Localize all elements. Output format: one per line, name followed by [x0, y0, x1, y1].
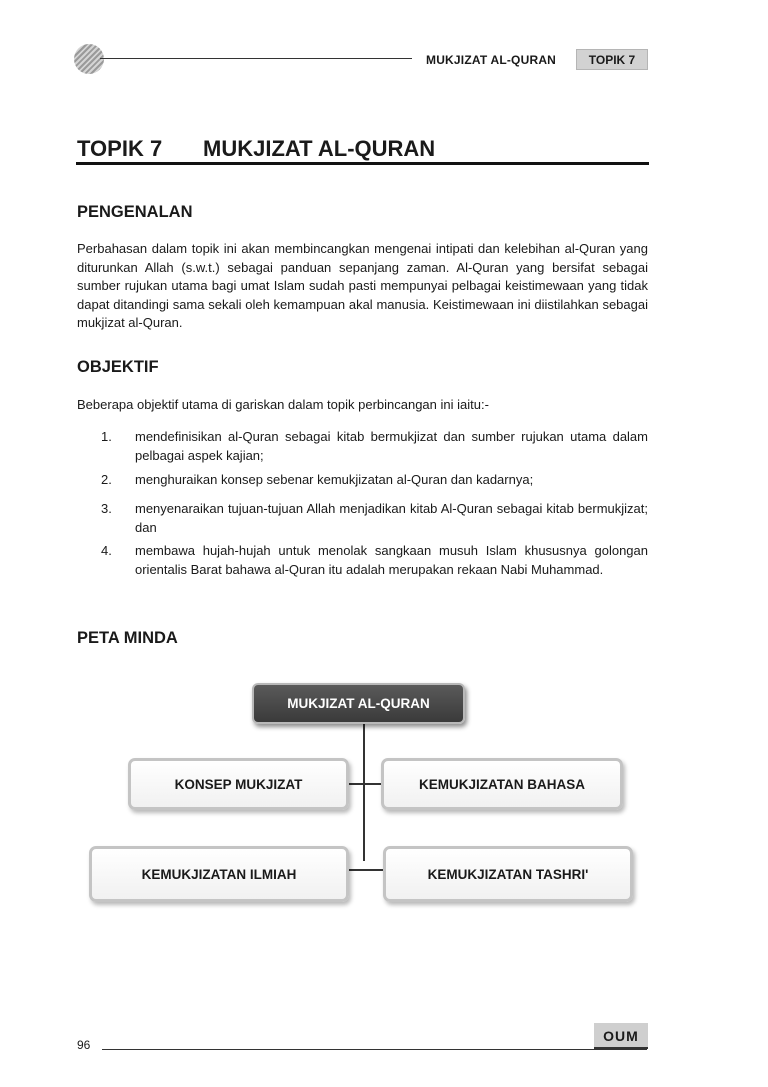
mindmap-node-ilmiah: KEMUKJIZATAN ILMIAH: [89, 846, 349, 902]
objective-text: mendefinisikan al-Quran sebagai kitab bermukjizat dan sumber rujukan utama dalam pelbagai aspek kajian;: [135, 429, 648, 463]
mindmap-node-bahasa: KEMUKJIZATAN BAHASA: [381, 758, 623, 810]
intro-heading: PENGENALAN: [77, 203, 193, 221]
chapter-title: MUKJIZAT AL-QURAN: [203, 136, 436, 161]
objectives-heading: OBJEKTIF: [77, 358, 159, 376]
mindmap-node-tashri: KEMUKJIZATAN TASHRI': [383, 846, 633, 902]
topic-badge: TOPIK 7: [576, 49, 648, 70]
mind-map: [87, 676, 636, 898]
objective-text: membawa hujah-hujah untuk menolak sangkaan musuh Islam khususnya golongan orientalis Barat bahawa al-Quran itu adalah merupakan rekaan Nabi Muhammad.: [135, 543, 648, 577]
page-number: 96: [77, 1038, 91, 1052]
connector-trunk: [363, 724, 365, 861]
intro-paragraph: Perbahasan dalam topik ini akan membincangkan mengenai intipati dan kelebihan al-Quran yang diturunkan Allah (s.w.t.) sebagai panduan sepanjang zaman. Al-Quran yang bersifat sebagai sumber rujukan utama bagi umat Islam sudah pasti mempunyai pelbagai keistimewaan yang tidak dapat ditandingi sama sekali oleh kemampuan akal manusia. Keistimewaan ini diistilahkan sebagai mukjizat al-Quran.: [77, 241, 648, 330]
objective-text: menyenaraikan tujuan-tujuan Allah menjadikan kitab Al-Quran sebagai kitab bermukjizat; dan: [135, 501, 648, 535]
objective-number: 4.: [101, 543, 112, 558]
objective-number: 2.: [101, 472, 112, 487]
oum-logo-icon: [74, 44, 104, 74]
connector-upper: [349, 783, 381, 785]
header-rule: [100, 58, 412, 59]
footer-rule: [102, 1049, 647, 1050]
title-rule: [76, 162, 649, 165]
objective-text: menghuraikan konsep sebenar kemukjizatan al-Quran dan kadarnya;: [135, 472, 534, 487]
publisher-badge: OUM: [594, 1023, 648, 1049]
objectives-lead: Beberapa objektif utama di gariskan dalam topik perbincangan ini iaitu:-: [77, 397, 489, 412]
running-title: MUKJIZAT AL-QURAN: [426, 53, 557, 67]
objective-number: 1.: [101, 429, 112, 444]
mindmap-node-konsep: KONSEP MUKJIZAT: [128, 758, 349, 810]
mindmap-root: MUKJIZAT AL-QURAN: [252, 683, 465, 724]
chapter-number: TOPIK 7: [77, 136, 163, 161]
mindmap-heading: PETA MINDA: [77, 629, 178, 647]
objective-number: 3.: [101, 501, 112, 516]
connector-lower: [349, 869, 383, 871]
